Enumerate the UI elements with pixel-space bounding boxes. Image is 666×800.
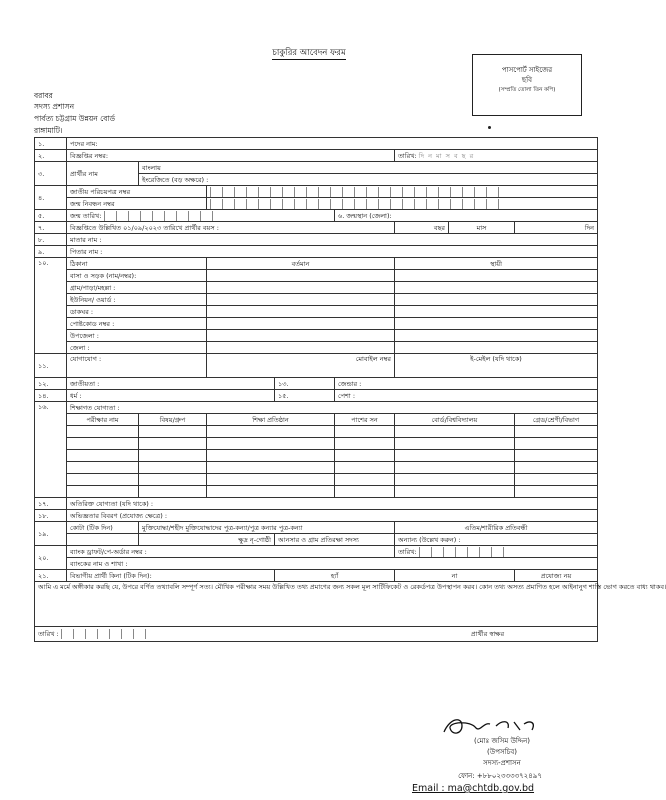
signatory-name: (মোঃ জসিম উদ্দিন) bbox=[474, 737, 530, 745]
mobile-field[interactable]: মোবাইল নম্বর bbox=[207, 354, 395, 378]
row-number: ১৩. bbox=[275, 378, 335, 390]
dot-mark bbox=[488, 126, 491, 129]
mother-name-field[interactable]: মাতার নাম : bbox=[67, 234, 598, 246]
education-row bbox=[35, 438, 598, 450]
name-english-field[interactable]: ইংরেজিতে (বড় অক্ষরে) : bbox=[139, 174, 598, 186]
row-7 bbox=[35, 222, 598, 234]
permanent-address-cell[interactable] bbox=[395, 282, 598, 294]
address-field-label: পোষ্টকোড নম্বর : bbox=[67, 318, 207, 330]
row-number: ৩. bbox=[35, 162, 67, 186]
gender-field[interactable]: জেন্ডার : bbox=[335, 378, 598, 390]
row-number: ১৯. bbox=[35, 522, 67, 546]
education-row bbox=[35, 486, 598, 498]
permanent-address-header: স্থায়ী bbox=[395, 258, 598, 270]
row-18 bbox=[35, 510, 598, 522]
applicant-name-label: প্রার্থীর নাম bbox=[67, 162, 139, 186]
row-number: ৯. bbox=[35, 246, 67, 258]
row-number: ১০. bbox=[35, 258, 67, 354]
address-field-label: ইউনিয়ন/ ওয়ার্ড : bbox=[67, 294, 207, 306]
row-number: ২০. bbox=[35, 546, 67, 570]
edu-col-subject: বিষয়/গ্রুপ bbox=[139, 414, 207, 426]
row-number: ১২. bbox=[35, 378, 67, 390]
address-field-label: উপজেলা : bbox=[67, 330, 207, 342]
current-address-cell[interactable] bbox=[207, 330, 395, 342]
nationality-field[interactable]: জাতীয়তা : bbox=[67, 378, 275, 390]
permanent-address-cell[interactable] bbox=[395, 306, 598, 318]
row-2 bbox=[35, 150, 598, 162]
age-day[interactable]: দিন bbox=[515, 222, 598, 234]
footer-date-boxes[interactable] bbox=[61, 629, 157, 639]
current-address-cell[interactable] bbox=[207, 270, 395, 282]
row-number: ৭. bbox=[35, 222, 67, 234]
address-line-3: পার্বত্য চট্টগ্রাম উন্নয়ন বোর্ড bbox=[34, 114, 116, 123]
footer-row bbox=[35, 627, 598, 642]
current-address-cell[interactable] bbox=[207, 318, 395, 330]
row-19b bbox=[35, 534, 598, 546]
edu-col-grade: গ্রেড/শ্রেণী/বিভাগ bbox=[515, 414, 598, 426]
row-3a bbox=[35, 162, 598, 174]
row-number: ১৬. bbox=[35, 402, 67, 498]
education-header-row bbox=[35, 414, 598, 426]
permanent-address-cell[interactable] bbox=[395, 342, 598, 354]
photo-box: পাসপোর্ট সাইজের ছবি (সম্প্রতি তোলা তিন কপি) bbox=[472, 54, 582, 116]
quota-freedom-fighter[interactable]: মুক্তিযোদ্ধা/শহীদ মুক্তিযোদ্ধাদের পুত্র-কন্যা/পুত্র কন্যার পুত্র-কন্যা bbox=[139, 522, 395, 534]
edu-col-institution: শিক্ষা প্রতিষ্ঠান bbox=[207, 414, 335, 426]
applicant-signature-label: প্রার্থীর স্বাক্ষর bbox=[470, 630, 505, 638]
education-row bbox=[35, 450, 598, 462]
birth-reg-boxes[interactable] bbox=[207, 198, 598, 210]
row-19a bbox=[35, 522, 598, 534]
edu-col-exam: পরীক্ষার নাম bbox=[67, 414, 139, 426]
application-form-table bbox=[34, 137, 666, 642]
quota-ethnic[interactable]: ক্ষুদ্র নৃ-গোষ্ঠী bbox=[139, 534, 275, 546]
age-year[interactable]: বছর bbox=[395, 222, 449, 234]
row-number: ৪. bbox=[35, 186, 67, 210]
religion-field[interactable]: ধর্ম : bbox=[67, 390, 275, 402]
row-10-head bbox=[35, 258, 598, 270]
contact-label: যোগাযোগ : bbox=[67, 354, 207, 378]
nid-label: জাতীয় পরিচয়পত্র নম্বর bbox=[67, 186, 207, 198]
row-17 bbox=[35, 498, 598, 510]
row-11 bbox=[35, 354, 598, 378]
departmental-na[interactable]: প্রযোজ্য নয় bbox=[515, 570, 598, 582]
father-name-field[interactable]: পিতার নাম : bbox=[67, 246, 598, 258]
occupation-field[interactable]: পেশা : bbox=[335, 390, 598, 402]
signatory-designation: (উপসচিব) bbox=[487, 748, 517, 756]
row-1 bbox=[35, 138, 598, 150]
address-label: ঠিকানা bbox=[67, 258, 207, 270]
departmental-yes[interactable]: হ্যাঁ bbox=[275, 570, 395, 582]
row-20a bbox=[35, 546, 598, 558]
bank-draft-date-field[interactable]: তারিখ: bbox=[395, 546, 598, 558]
current-address-cell[interactable] bbox=[207, 306, 395, 318]
education-row bbox=[35, 426, 598, 438]
bank-name-field[interactable]: ব্যাংকের নাম ও শাখা : bbox=[67, 558, 598, 570]
address-line-2: সদস্য প্রশাসন bbox=[34, 102, 75, 111]
row-16-head bbox=[35, 402, 598, 414]
footer-date-label: তারিখ : bbox=[38, 630, 59, 638]
birth-reg-label: জন্ম নিবন্ধন নম্বর bbox=[67, 198, 207, 210]
row-number: ৫. bbox=[35, 210, 67, 222]
edu-col-board: বোর্ড/বিশ্ববিদ্যালয় bbox=[395, 414, 515, 426]
edu-col-year: পাশের সন bbox=[335, 414, 395, 426]
circular-number-field[interactable]: বিজ্ঞপ্তির নম্বর: bbox=[67, 150, 395, 162]
post-name-field[interactable]: পদের নাম: bbox=[67, 138, 598, 150]
signatory-email[interactable]: Email : ma@chtdb.gov.bd bbox=[412, 783, 535, 794]
row-number: ১. bbox=[35, 138, 67, 150]
address-line-4: রাঙ্গামাটি। bbox=[34, 126, 63, 135]
address-line-1: বরাবর bbox=[34, 91, 53, 100]
education-row bbox=[35, 474, 598, 486]
permanent-address-cell[interactable] bbox=[395, 270, 598, 282]
row-4b bbox=[35, 198, 598, 210]
address-field-label: বাসা ও সড়ক (নাম/নম্বর): bbox=[67, 270, 207, 282]
row-4a bbox=[35, 186, 598, 198]
permanent-address-cell[interactable] bbox=[395, 294, 598, 306]
quota-ansar[interactable]: আনসার ও গ্রাম প্রতিরক্ষা সদস্য bbox=[275, 534, 395, 546]
signatory-office: সদস্য-প্রশাসন bbox=[483, 759, 521, 767]
nid-boxes[interactable] bbox=[207, 186, 598, 198]
quota-other[interactable]: অন্যান্য (উল্লেখ করুন) : bbox=[395, 534, 598, 546]
row-12 bbox=[35, 378, 598, 390]
birthplace-field[interactable]: ৬. জন্মস্থান (জেলা): bbox=[335, 210, 598, 222]
age-month[interactable]: মাস bbox=[449, 222, 515, 234]
signatory-phone: ফোন: +৮৮০২৩৩৩৩৭২৪৯৭ bbox=[458, 772, 542, 780]
row-14 bbox=[35, 390, 598, 402]
declaration-text: আমি এ মর্মে অঙ্গীকার করছি যে, উপরে বর্ণিত তথ্যাবলি সম্পূর্ণ সত্য। মৌখিক পরীক্ষার সময় উল্লিখিত তথ্য প্রমাণের জন্য সকল মূল সার্টিফিকেট ও রেকর্ডপত্র উপস্থাপন করব। কোন তথ্য অসত্য প্রমাণিত হলে আইনানুগ শাস্তি ভোগ করতে বাধ্য থাকব। bbox=[35, 582, 598, 627]
declaration-row bbox=[35, 582, 598, 627]
current-address-header: বর্তমান bbox=[207, 258, 395, 270]
permanent-address-cell[interactable] bbox=[395, 318, 598, 330]
experience-field[interactable]: অভিজ্ঞতার বিবরণ (প্রযোজ্য ক্ষেত্রে) : bbox=[67, 510, 598, 522]
row-20b bbox=[35, 558, 598, 570]
quota-orphan-disabled[interactable]: এতিম/শারীরিক প্রতিবন্ধী bbox=[395, 522, 598, 534]
row-21 bbox=[35, 570, 598, 582]
extra-qualification-field[interactable]: অতিরিক্ত যোগ্যতা (যদি থাকে) : bbox=[67, 498, 598, 510]
address-field-label: জেলা : bbox=[67, 342, 207, 354]
education-label: শিক্ষাগত যোগ্যতা : bbox=[67, 402, 598, 414]
row-number: ১১. bbox=[35, 354, 67, 378]
departmental-label: বিভাগীয় প্রার্থী কিনা (টিক দিন): bbox=[67, 570, 275, 582]
row-5 bbox=[35, 210, 598, 222]
row-9 bbox=[35, 246, 598, 258]
row-number: ২১. bbox=[35, 570, 67, 582]
row-8 bbox=[35, 234, 598, 246]
address-field-label: ডাকঘর : bbox=[67, 306, 207, 318]
circular-date-field[interactable]: তারিখ: দি ন মা স ব ছ র bbox=[395, 150, 598, 162]
current-address-cell[interactable] bbox=[207, 294, 395, 306]
bank-draft-field[interactable]: ব্যাংক ড্রাফট/পে-অর্ডার নম্বর : bbox=[67, 546, 395, 558]
address-field-label: গ্রাম/পাড়া/মহল্লা : bbox=[67, 282, 207, 294]
row-number: ২. bbox=[35, 150, 67, 162]
name-bangla-field[interactable]: বাংলায় bbox=[139, 162, 598, 174]
form-title: চাকুরির আবেদন ফরম bbox=[272, 48, 346, 58]
quota-label: কোটা (টিক দিন) bbox=[67, 522, 139, 534]
row-number: ৮. bbox=[35, 234, 67, 246]
row-number: ১৮. bbox=[35, 510, 67, 522]
permanent-address-cell[interactable] bbox=[395, 330, 598, 342]
age-label: বিজ্ঞপ্তিতে উল্লিখিত ০১/০৯/২০২৩ তারিখে প্রার্থীর বয়স : bbox=[67, 222, 395, 234]
education-row bbox=[35, 462, 598, 474]
email-field[interactable]: ই-মেইল (যদি থাকে) bbox=[395, 354, 598, 378]
current-address-cell[interactable] bbox=[207, 342, 395, 354]
row-number: ১৪. bbox=[35, 390, 67, 402]
row-number: ১৭. bbox=[35, 498, 67, 510]
departmental-no[interactable]: না bbox=[395, 570, 515, 582]
dob-field[interactable]: জন্ম তারিখ: bbox=[67, 210, 335, 222]
current-address-cell[interactable] bbox=[207, 282, 395, 294]
row-number: ১৫. bbox=[275, 390, 335, 402]
